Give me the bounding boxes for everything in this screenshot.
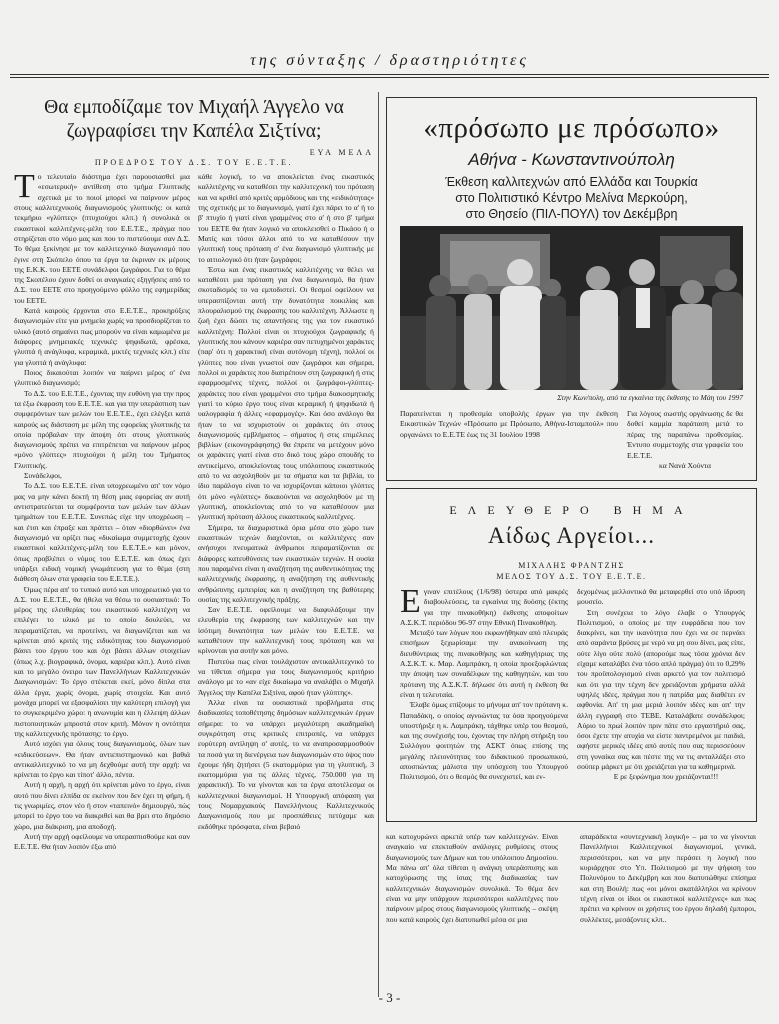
exhibition-note: [627, 409, 743, 471]
column-divider: [378, 92, 379, 997]
paragraph: Σήμερα, τα διαχωριστικά όρια μέσα στο χώρο των εικαστικών τεχνών διαχέονται, οι καλλιτέχνες σαν ανήσυχοι πνευματικά άνθρωποι πειραματίζονται σε διάφορες κατευθύνσεις των εικαστικών τεχνών. Η ουσία που παραμένει είναι η αναζήτηση της αυθεντικότητας της καλλιτεχνικής έκφρασης, η αναζήτηση της αυθεντικής ανθρώπινης εμπειρίας και η αναζήτηση της βαθύτερης ουσίας της καλλιτεχνικής πράξης.: [198, 522, 374, 604]
tribune-author: ΜΙΧΑΛΗΣ ΦΡΑΝΤΖΗΣ: [518, 561, 625, 570]
paragraph: Ποιος δικαιούται λοιπόν να παίρνει μέρος σ' ένα γλυπτικό διαγωνισμό;: [14, 367, 190, 388]
free-tribune-box: [386, 488, 757, 822]
paragraph: Το Δ.Σ. του Ε.Ε.Τ.Ε., έχοντας την ευθύνη για την προς τα έξω έκφραση του Ε.Ε.Τ.Ε. και για την υπεράσπιση των συμφερόντων των μελών του Ε.Ε.Τ.Ε., έχει ελέγξει κατά καιρούς ως διάσταση με μέλη της εφορείας γλυπτικής τα οποία πρόβαλαν την άποψη ότι στους γλυπτικούς διαγωνισμούς πρέπει να επιτρέπεται να παίρνουν μέρος «μόνο γλύπτες» πτυχιούχοι ή μέλη του Τμήματος Γλυπτικής.: [14, 388, 190, 470]
exhibition-desc-line: στο Θησείο (ΠΙΛ-ΠΟΥΛ) τον Δεκέμβρη: [465, 207, 678, 221]
paragraph: και κατοχυρώνει αρκετά υπέρ των καλλιτεχνών. Είναι αναγκαίο να επεκταθούν ανάλογες ρυθμίσεις στους διαγωνισμούς των Δήμων και του υπόλοιπου Δημοσίου. Μα πάνω απ' όλα τίθεται η ανάγκη υπεράσπισης και κατοχύρωσης της ίσιας της διαδικασίας των καλλιτεχνικών διαγωνισμών συνολικά. Το θέμα δεν είναι να μην υπάρχουν περισσότεροι καλλιτέχνες που παίρνουν μέρος στους διαγωνισμούς γλυπτικής – σκέψη που κατά καιρούς έχει διατυπωθεί μέσα σε μια: [386, 832, 558, 924]
exhibition-note-text: Για λόγους σωστής οργάνωσης δε θα δοθεί καμμία παράταση μετά το πέρας της παραπάνω προθεσμίας. Έντυπο συμμετοχής στα γραφεία του Ε.Ε.Τ.Ε.: [627, 409, 743, 460]
section-header: της σύνταξης / δραστηριότητες: [250, 52, 529, 69]
tribune-column-2: [577, 587, 745, 815]
paragraph: Το Δ.Σ. του Ε.Ε.Τ.Ε. είναι υποχρεωμένο απ' τον νόμο μας να μην κάνει δεκτή τη θέση μιας εφορείας αν αυτή αντιστρατεύεται τα συμφέροντα των μελών των άλλων τμημάτων του Ε.Ε.Τ.Ε. Συνεπώς είχε την υποχρέωση – και έτσι και έπραξε και πράττει – όταν «διορθώνει» ένα διαγωνισμό να ορίζει πως «δικαίωμα συμμετοχής έχουν εικαστικοί καλλιτέχνες-μέλη του Ε.Ε.Τ.Ε.» και μόνον, όπως προβλέπει ο νόμος του Ε.Ε.Τ.Ε. και όπως έχει υπάρξει ειδική νομική γνωμάτευση για το θέμα (στη διάθεση όλων στα γραφεία του Ε.Ε.Τ.Ε.).: [14, 481, 190, 584]
exhibition-box: [386, 97, 757, 481]
paragraph: γιναν επιτέλους (1/6/98) ύστερα από μακρές διαβουλεύσεις, τα εγκαίνια της δυόσης (έκτης για την πινακοθήκη) έκθεσης αποφοίτων Α.Σ.Κ.Τ. περιόδου 96-97 στην Εθνική Πινακοθήκη.: [400, 587, 568, 627]
exhibition-desc-line: στο Πολιτιστικό Κέντρο Μελίνα Μερκούρη,: [455, 191, 688, 205]
paragraph: Στη συνέχεια το λόγο έλαβε ο Υπουργός Πολιτισμού, ο οποίος με την ευφράδεια που τον διακρίνει, και την ικανότητα που έχει να σε περνάει από σαράντα βρύσες με νερό να μη σου δίνει, μας είπε, ούτε λίγο ούτε πολύ (απορούμε πως τόσα χρόνια δεν είχαμε καταλάβει ένα τόσο απλό πράγμα) ότι το 0,29% του προϋπολογισμού είναι αρκετό για τον πολιτισμό και ότι για την τέχνη δεν χρειάζονται χρήματα αλλά υψηλές ιδέες, πράγμα που η πατρίδα μας διαθέτει εν αφθονία. Απ' τη μια μεριά λοιπόν ιδέες και απ' την άλλη εγγραφή στο ΤΕΒΕ. Καταλάβατε συνάδελφοι; Αύριο το πρωί λοιπόν πριν πάτε στο εργαστήριό σας, όσοι έχετε την ατυχία να είστε παντρεμένοι με παιδιά, αφήστε μερικές ιδέες από αυτές που σας περισσεύουν στη γυναίκα σας και πέστε της να τις ανταλλάξει στο σούπερ μάρκετ με ότι χρειάζεται για τα καθημερινά.: [577, 607, 745, 772]
article-column-2: [198, 172, 374, 998]
article-column-1: [14, 172, 190, 998]
article-author: ΕΥΑ ΜΕΛΑ: [309, 148, 374, 157]
article-title: Θα εμποδίζαμε τον Μιχαήλ Άγγελο να ζωγραφίσει την Καπέλα Σιξτίνα;: [44, 97, 344, 142]
continuation-column-1: [386, 832, 558, 997]
paragraph: Όμως πέρα απ' το τυπικό αυτό και υποχρεωτικό για το Δ.Σ. του Ε.Ε.Τ.Ε., θα ήθελα να θέσω το ουσιαστικό: Το μέρος της ελευθερίας του εικαστικού καλλιτέχνη να επιλέγει το υλικό με το οποίο δουλεύει, να πειραματίζεται, να προτείνει, να διαγωνίζεται και να κρίνεται από κριτές της ειδικότητας του διαγωνισμού βάσει του έργου του και όχι βάσει άλλων στοιχείων (όπως λ.χ. βιογραφικά, όνομα, καριέρα κλπ.). Αυτό είναι και το μεγάλο όνειρο των Πανελλήνιων Καλλιτεχνικών Διαγωνισμών: Το έργο στέκεται εκεί, μόνο δίπλα στα άλλα έργα, χωρίς όνομα, χωρίς στοιχεία. Και αυτό μονάχα μπορεί να εξασφαλίσει την καλύτερη επιλογή για το συγκεκριμένο χώρο: η ανωνυμία και η έλλειψη άλλων πιστοποιητικών μπροστά στον κριτή. Μόνον η οντότητα της καλλιτεχνικής πρότασης: το έργο.: [14, 584, 190, 738]
drop-cap: Ε: [400, 587, 421, 620]
exhibition-contact: κα Νανά Χούντα: [659, 461, 711, 471]
paragraph: κάθε λογική, το να αποκλείεται ένας εικαστικός καλλιτέχνης να καταθέσει την καλλιτεχνική του πρόταση και να κριθεί από κριτές αρμόδιους και της «ειδικότητας» της σχετικής με το διαγωνισμό, γιατί έχει πάρει το α' ή το β' πτυχίο ή γιατί είναι γραμμένος στο α' ή στο β' τμήμα του ΕΕΤΕ θα ήταν λογικό να αποκλεισθεί ο Πικάσο ή ο Ματίς και τόσοι άλλοι από το να καταθέσουν την γλυπτική τους πρόταση σ' ένα διαγωνισμό γλυπτικής με το αιτιολογικό ότι ήταν ζωγράφοι;: [198, 172, 374, 264]
paragraph: Αυτή η αρχή, η αρχή ότι κρίνεται μόνο το έργο, είναι αυτό που δίνει ελπίδα σε εκείνον που δεν έχει τη φήμη, ή τις γνωριμίες, στον νέο ή στον «ταπεινό» δημιουργό, πώς μπορεί το έργο του να διακριθεί και θα βρει στο δημόσιο χώρο, μια διάκριση, μια αποδοχή.: [14, 780, 190, 831]
paragraph: Μεταξύ των λόγων που εκφωνήθηκαν από πλευράς επισήμων ξεχωρίσαμε την ανακοίνωση της διευθύντριας της πινακοθήκης και καθηγήτριας της Α.Σ.Κ.Τ. κ. Μαρ. Λαμπράκη, η οποία προεξοφλώντας την άποψη των συναδέλφων της καθηγητών, και του πρύτανη της Α.Σ.Κ.Τ. δήλωσε ότι αυτή η έκθεση θα είναι η τελευταία.: [400, 628, 568, 699]
paragraph: Σαν Ε.Ε.Τ.Ε. οφείλουμε να διαφυλάξουμε την ελευθερία της έκφρασης των καλλιτεχνών και την ίσότιμη δυνατότητα των μελών του Ε.Ε.Τ.Ε. να καταθέτουν την καλλιτεχνική τους πρόταση και να κρίνονται για αυτήν και μόνο.: [198, 605, 374, 656]
paragraph: Αυτή την αρχή οφείλουμε να υπερασπισθούμε και σαν Ε.Ε.Τ.Ε. Θα ήταν λοιπόν έξω από: [14, 832, 190, 852]
tribune-author-role: ΜΕΛΟΣ ΤΟΥ Δ.Σ. ΤΟΥ Ε.Ε.Τ.Ε.: [496, 572, 647, 581]
article-author-role: ΠΡΟΕΔΡΟΣ ΤΟΥ Δ.Σ. ΤΟΥ Ε.Ε.Τ.Ε.: [94, 158, 294, 167]
paragraph: Ε ρε ξεφώνημα που χρειάζονται!!!: [613, 772, 719, 782]
paragraph: απαράδεκτα «συντεχνιακή λογική» – μα το να γίνονται Πανελλήνιοι Καλλιτεχνικοί διαγωνισμοί, γενικά, περισσότεροι, και να μην περάσει η λογική που κυριάρχησε στο Υπ. Πολιτισμού με την ψήφιση του Πολυνόμου το Δεκέμβρη και που διατυπώθηκε επίσημα και στη Βουλή: πως «οι μόνοι ακατάλληλοι να κρίνουν τέχνη είναι οι ίδιοι οι εικαστικοί καλλιτέχνες» και πως πρέπει να κρίνουν οι χρήστες του έργου δηλαδή έμποροι, συλλέκτες, μεσάζοντες κλπ..: [580, 832, 756, 924]
header-rule-double: [10, 77, 769, 78]
exhibition-title: «πρόσωπο με πρόσωπο»: [423, 112, 720, 144]
page-number: - 3 -: [378, 990, 401, 1005]
paragraph: Πιστεύω πως είναι τουλάχιστον αντικαλλιτεχνικό το να τίθεται σήμερα για τους διαγωνισμούς κριτήριο ανάλογο με το «αν είχε δικαίωμα να αναλάβει ο Μιχαήλ Άγγελος την Καπέλα Σιξτίνα, αφού ήταν γλύπτης».: [198, 656, 374, 697]
exhibition-description: [395, 174, 748, 222]
exhibition-subtitle: Αθήνα - Κωνσταντινούπολη: [468, 150, 675, 169]
paragraph: Αυτό ισχύει για όλους τους διαγωνισμούς, όλων των «ειδικεύσεων». Θα ήταν αντιεπιστημονικό και βαθιά αντικαλλιτεχνικό το να μη δεχθούμε αυτή την αρχή: να κρίνεται το έργο και τίποτ' άλλο, πέντα.: [14, 739, 190, 780]
exhibition-photo: [400, 226, 743, 390]
paragraph: δεχομένως μελλοντικά θα μεταφερθεί στο υπό ίδρυση μουσείο.: [577, 587, 745, 607]
exhibition-notice: Παρατείνεται η προθεσμία υποβολής έργων για την έκθεση Εικαστικών Τεχνών «Πρόσωπο με Πρόσωπο, Αθήνα-Ισταμπούλ» που οργανώνει το Ε.Ε.ΤΕ έως τις 31 Ιουλίου 1998: [400, 409, 618, 439]
header-rule: [10, 74, 769, 75]
tribune-column-1: [400, 587, 568, 815]
paragraph: Έλαβε όμως επίζουμε το μήνυμα απ' τον πρύτανη κ. Παπαδάκη, ο οποίος αγνοώντας τα όσα προηγούμενα υποστήριξε η κ. Λαμπράκη, τάχθηκε υπέρ του θεσμού, και της συνέχισής του, έχοντας την πλήρη στήριξη του Συλλόγου φοιτητών της ΑΣΚΤ όπως επίσης της μεγάλης πλειονότητας του διδακτικού προσωπικού, αποσπώντας μάλιστα την υπόσχεση του Υπουργού Πολιτισμού, ότι ο θεσμός θα συνεχιστεί, και εν-: [400, 700, 568, 782]
paragraph: ο τελευταίο διάστημα έχει παρουσιασθεί μια «εσωτερική» αντίθεση στο τμήμα Γλυπτικής σχετικά με το ποιοί μπορεί να παίρνουν μέρος στους καλλιτεχνικούς διαγωνισμούς γλυπτικής: οι κατά τεκμήριο «γλύπτες» (πτυχιούχοι κλπ.) ή συνολικά οι εικαστικοί καλλιτέχνες-μέλη του Ε.Ε.Τ.Ε., πράγμα που στηρίζεται στο νόμο μας και που το πιστεύουμε σαν Δ.Σ. Το θέμα ξεκίνησε με τον καλλιτεχνικό διαγωνισμό που έγινε στη Σκόπελο όπου τα έργα τα έκριναν εκ μέρους της Ε.Κ.Κ. του ΕΕΤΕ συνάδελφοι ζωγράφοι. Για το θέμα της Σκοπέλου έχουν δοθεί οι αναγκαίες εξηγήσεις από το Δ.Σ. του ΕΕΤΕ στο προηγούμενο φύλλο της εφημερίδας του ΕΕΤΕ.: [14, 172, 190, 305]
tribune-kicker: ΕΛΕΥΘΕΡΟ ΒΗΜΑ: [449, 503, 694, 517]
paragraph: Έστω και ένας εικαστικός καλλιτέχνης να θέλει να καταθέσει μια πρόταση για ένα διαγωνισμό, θα ήταν σκοταδισμός το να εμποδιστεί. Οι θεσμοί οφείλουν να υπερασπίζονται αυτή την δυνατότητα ποικιλίας και πλουραλισμού της έκφρασης του καλλιτέχνη. Άλλωστε η ζωή έχει δώσει τις απαντήσεις της για τον εικαστικό καλλιτέχνη: Πολλοί είναι οι πτυχιούχοι ζωγραφικής ή γλυπτικής που κάνουν καριέρα σαν πετυχημένοι χαράκτες (παρ' ότι η χαρακτική είναι αυτόνομη τέχνη), πολλοί οι γλύπτες που είναι γνωστοί σαν ζωγράφοι και σήμερα, πολλοί οι χαράκτες που διαπρέπουν στη ζωγραφική ή στις εφαρμοσμένες τέχνες, πολλοί οι ζωγράφοι-γλύπτες-χαράκτες που είναι γραμμένοι στο τμήμα διακοσμητικής γιατί το κύριο έργο τους είναι κεραμική ή ψηφιδωτά ή υαλογραφία ή άλλες «εφαρμογές». Και όσο ανάλογο θα ήταν το να ισχυριστούν οι χαράκτες ότι στους διαγωνισμούς εμβλήματος – σήματος ή στις επιμέλειες βιβλίων (εικονογράφησης) θα έπρεπε να μετέχουν μόνο οι χαράκτες γιατί είναι στο δικό τους χώρο σπουδής το αντικείμενο, αποκλείοντας τους υπόλοιπους εικαστικούς από το να ασχοληθούν με τα σήματα και τα βιβλία, το ίδιο παράλογο είναι το να ισχυρίζονται κάποιοι γλύπτες ότι μόνο «γλύπτες» δικαιούνται να ασχοληθούν με τη γλυπτική, αποκλείοντας από το να καταθέσουν μια γλυπτική πρόταση άλλους εικαστικούς καλλιτέχνες.: [198, 264, 374, 522]
tribune-title: Αίδως Αργείοι...: [487, 523, 655, 548]
photo-caption: Στην Κων/πολη, από τα εγκαίνια της έκθεσης το Μάη του 1997: [557, 393, 743, 402]
drop-cap: Τ: [14, 172, 35, 205]
continuation-column-2: [580, 832, 756, 997]
exhibition-desc-line: Έκθεση καλλιτεχνών από Ελλάδα και Τουρκία: [445, 175, 698, 189]
paragraph: Κατά καιρούς έρχονται στο Ε.Ε.Τ.Ε., προκηρύξεις διαγωνισμών είτε για μνημεία χωρίς να προσδιορίζεται το υλικό (αυτό σημαίνει πως μπορούν να είναι καμωμένα με διάφορες μνημειακές τεχνικές: ψηφιδωτά, φρέσκα, γλυπτά ή ανάγλυφα, κεραμικά, μικτές τεχνικές κλπ.) είτε για γλυπτά ή ανάγλυφα:: [14, 306, 190, 367]
paragraph: Συνάδελφοι,: [24, 471, 62, 481]
paragraph: Άλλα είναι τα ουσιαστικά προβλήματα στις διαδικασίες τοποθέτησης δημόσιων καλλιτεχνικών έργων σήμερα: το να υπάρχει μεγαλύτερη ακαδημαϊκή συγκρότηση στις κριτικές επιτροπές, να υπάρχει ευρύτερη αντίληψη σ' αυτές, το να αναπροσαρμοσθούν τα ποσά για τη διενέργεια των διαγωνισμών στο ύψος που έχουμε ήδη ζητήσει (5 εκατομμύρια για τη γλυπτική, 3 εκατομμύρια για τις άλλες τέχνες, 750.000 για τη χαρακτική). Το να γίνονται και τα έργα αποτέλεσμα οι καλλιτεχνικοί διαγωνισμοί. Η Υπουργική απόφαση για τους Νομαρχιακούς Πανελλήνιους Καλλιτεχνικούς Διαγωνισμούς που με προσπάθειες πετύχαμε και εκδόθηκε πρόσφατα, είναι βεβαιό: [198, 697, 374, 831]
